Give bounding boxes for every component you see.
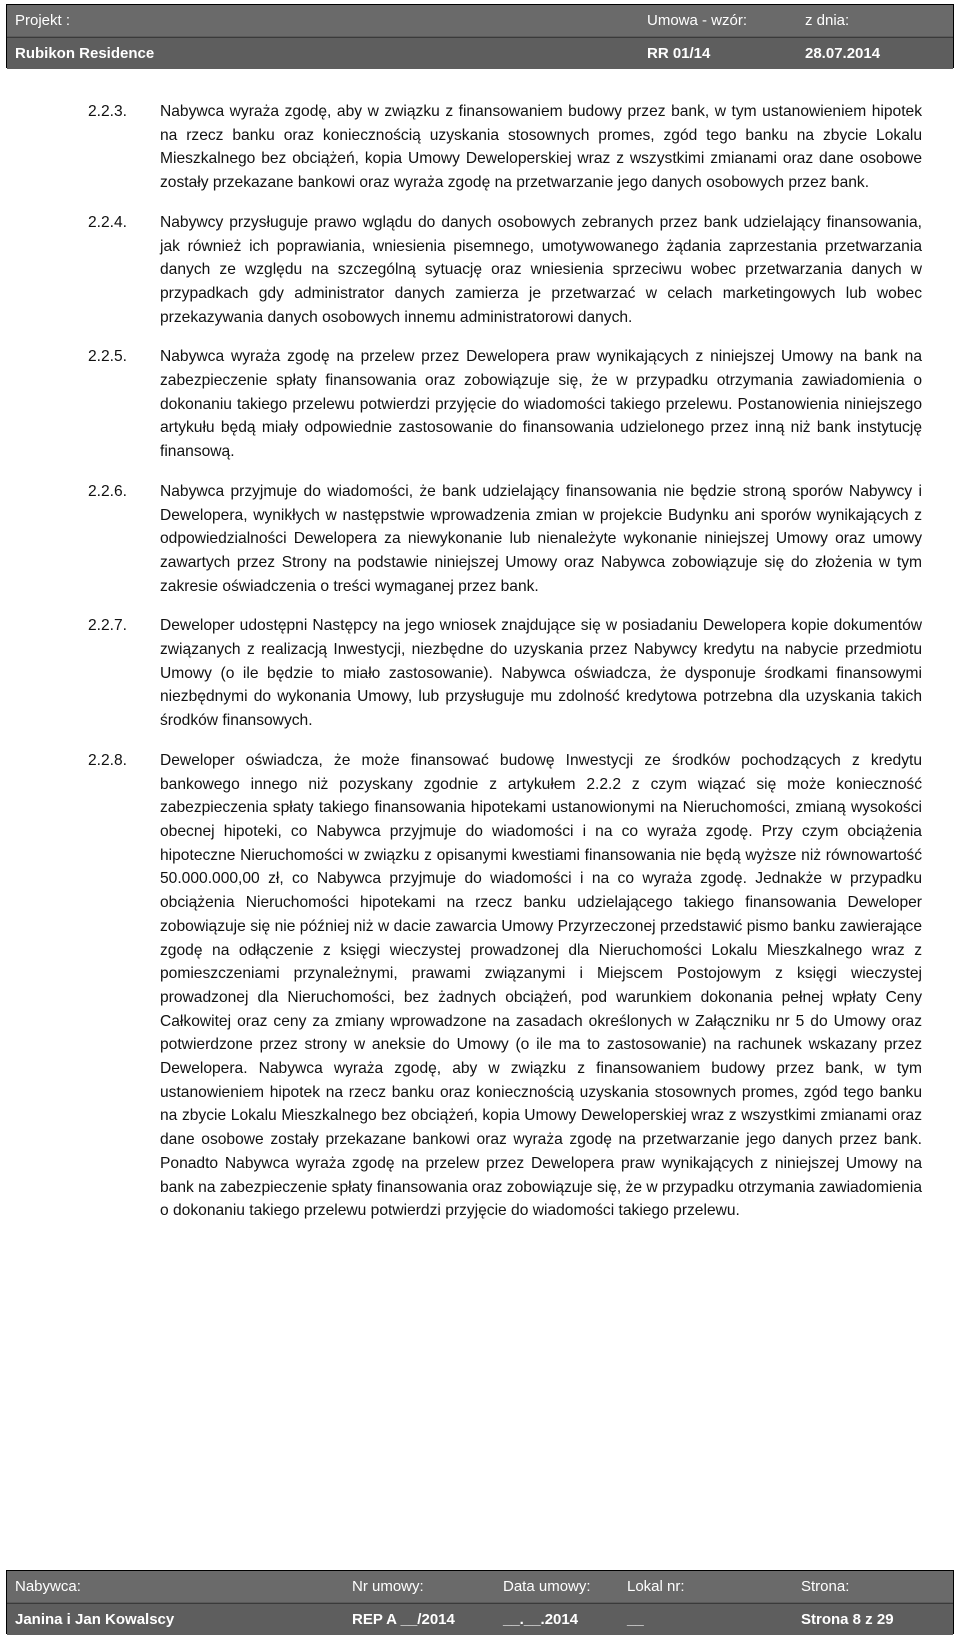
clause-2-2-5 <box>88 345 922 464</box>
page-footer <box>6 1570 954 1634</box>
clause-text: Nabywcy przysługuje prawo wglądu do danych osobowych zebranych przez bank udzielający finansowania, jak również ich poprawiania, wniesienia pisemnego, umotywowanego żądania zaprzestania przetwarzania danych ze względu na szczególną sytuację oraz wniesienia sprzeciwu wobec przetwarzania danych w przypadkach gdy administrator danych zamierza je przetwarzać w celach marketingowych lub wobec przekazywania danych osobowych innemu administratorowi danych. <box>160 213 922 326</box>
contract-no-label: Nr umowy: <box>352 1578 424 1595</box>
clause-text: Nabywca wyraża zgodę, aby w związku z finansowaniem budowy przez bank, w tym ustanowieniem hipotek na rzecz banku oraz koniecznością uzyskania stosownych promes, zgód tego banku na zbycie Lokalu Mieszkalnego bez obciążeń, kopia Umowy Deweloperskiej wraz z wszystkimi zmianami oraz dane osobowe zostały przekazane bankowi oraz wyraża zgodę na przetwarzanie jego danych osobowych przez bank. <box>160 103 922 192</box>
document-body <box>88 100 922 1239</box>
page-header <box>6 4 954 68</box>
clause-number: 2.2.5. <box>88 348 128 366</box>
project-value: Rubikon Residence <box>15 45 155 62</box>
contract-template-label: Umowa - wzór: <box>647 12 748 29</box>
unit-no-label: Lokal nr: <box>627 1578 685 1595</box>
contract-date-value: __.__.2014 <box>503 1611 579 1628</box>
clause-number: 2.2.8. <box>88 751 128 769</box>
clause-number: 2.2.7. <box>88 617 128 635</box>
project-label: Projekt : <box>15 12 71 29</box>
page-number-value: Strona 8 z 29 <box>801 1611 894 1628</box>
header-values-row <box>7 37 953 69</box>
contract-template-value: RR 01/14 <box>647 45 711 62</box>
buyer-label: Nabywca: <box>15 1578 81 1595</box>
clause-2-2-3 <box>88 100 922 195</box>
date-value: 28.07.2014 <box>805 45 881 62</box>
clause-text: Nabywca wyraża zgodę na przelew przez Dewelopera praw wynikających z niniejszej Umowy na bank na zabezpieczenie spłaty finansowania oraz zobowiązuje się, że w przypadku otrzymania zawiadomienia o dokonaniu takiego przelewu potwierdzi przyjęcie do wiadomości takiego przelewu. Postanowienia niniejszego artykułu będą miały odpowiednie zastosowanie do finansowania udzielonego przez inną niż bank instytucję finansową. <box>160 348 922 461</box>
clause-text: Deweloper udostępni Następcy na jego wniosek znajdujące się w posiadaniu Dewelopera kopie dokumentów związanych z realizacją Inwestycji, niezbędne do uzyskania przez Nabywcy kredytu na nabycie przedmiotu Umowy (o ile będzie to miało zastosowanie). Nabywca oświadcza, że dysponuje środkami finansowymi niezbędnymi do wykonania Umowy, lub przysługuje mu zdolność kredytowa potrzebna dla uzyskania takich środków finansowych. <box>160 617 922 730</box>
clause-text: Nabywca przyjmuje do wiadomości, że bank udzielający finansowania nie będzie stroną sporów Nabywcy i Dewelopera, wynikłych w następstwie wprowadzenia zmian w projekcie Budynku ani sporów wynikających z odpowiedzialności Dewelopera za niewykonanie lub nienależyte wykonanie niniejszej Umowy oraz umowy zawartych przez Strony na podstawie niniejszej Umowy oraz Nabywca zobowiązuje się do złożenia w tym zakresie oświadczenia o treści wymaganej przez bank. <box>160 482 922 595</box>
clause-number: 2.2.4. <box>88 213 128 231</box>
clause-2-2-4 <box>88 211 922 330</box>
page-label: Strona: <box>801 1578 850 1595</box>
clause-number: 2.2.3. <box>88 103 128 120</box>
clause-number: 2.2.6. <box>88 482 128 500</box>
clause-2-2-7 <box>88 614 922 733</box>
header-labels-row <box>7 5 953 36</box>
unit-no-value: __ <box>627 1611 644 1628</box>
contract-no-value: REP A __/2014 <box>352 1611 455 1628</box>
footer-values-row <box>7 1603 953 1635</box>
buyer-value: Janina i Jan Kowalscy <box>15 1611 175 1628</box>
footer-labels-row <box>7 1571 953 1602</box>
clause-text: Deweloper oświadcza, że może finansować budowę Inwestycji ze środków pochodzących z kredytu bankowego innego niż pozyskany zgodnie z artykułem 2.2.2 z czym wiązać się może konieczność zabezpieczenia spłaty takiego finansowania hipotekami ustanowionymi na Nieruchomości, zmianą wysokości obecnej hipoteki, co Nabywca przyjmuje do wiadomości i na co wyraża zgodę. Przy czym obciążenia hipoteczne Nieruchomości w związku z opisanymi kwestiami finansowania nie będą wyższe niż równowartość 50.000.000,00 zł, co Nabywca przyjmuje do wiadomości i na co wyraża zgodę. Jednakże w przypadku obciążenia Nieruchomości hipotekami na rzecz banku udzielającego takiego finansowania Deweloper zobowiązuje się nie później niż w dacie zawarcia Umowy Przyrzeczonej przedstawić pismo banku zawierające zgodę na odłączenie z księgi wieczystej prowadzonej dla Nieruchomości Lokalu Mieszkalnego wraz z pomieszczeniami przynależnymi, prawami związanymi i Miejscem Postojowym z księgi wieczystej prowadzonej dla Nieruchomości, bez żadnych obciążeń, pod warunkiem dokonania pełnej wpłaty Ceny Całkowitej oraz ceny za zmiany wprowadzone na zasadach określonych w Załączniku nr 5 do Umowy oraz potwierdzone przez strony w aneksie do Umowy (o ile ma to zastosowanie) na rachunek wskazany przez Dewelopera. Nabywca wyraża zgodę, aby w związku z finansowaniem budowy przez bank, w tym ustanowieniem hipotek na rzecz banku oraz koniecznością uzyskania stosownych promes, zgód tego banku na zbycie Lokalu Mieszkalnego bez obciążeń, kopia Umowy Deweloperskiej wraz z wszystkimi zmianami oraz dane osobowe zostały przekazane bankowi oraz wyraża zgodę na przetwarzanie jego danych przez bank. Ponadto Nabywca wyraża zgodę na przelew przez Dewelopera praw wynikających z niniejszej Umowy na bank na zabezpieczenie spłaty finansowania oraz zobowiązuje się, że w przypadku otrzymania zawiadomienia o dokonaniu takiego przelewu potwierdzi przyjęcie do wiadomości takiego przelewu. <box>160 751 922 1220</box>
contract-date-label: Data umowy: <box>503 1578 591 1595</box>
clause-2-2-8 <box>88 749 922 1223</box>
date-label: z dnia: <box>805 12 850 29</box>
clause-2-2-6 <box>88 480 922 599</box>
